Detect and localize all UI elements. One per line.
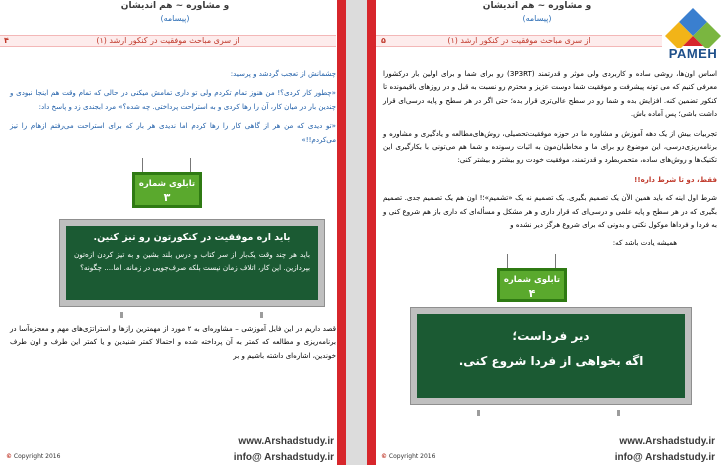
paragraph: «تو دیدی که من هر از گاهی کار را رها کردم اما ندیدی هر بار که برای استراحت می‌رفتم ازهام را تیز می‌کردم!!» xyxy=(10,121,336,144)
body-text xyxy=(383,67,717,250)
copyright: © Copyright 2016 xyxy=(6,453,61,460)
paragraph: تجربیات بیش از یک دهه آموزش و مشاوره ما در حوزه موفقیت‌تحصیلی، روش‌های‌مطالعه و یادگیری و مشاوره و برنامه‌ریزی‌درسی، این موضوع رو برای ما و مخاطبان‌مون به اثبات رسونده و شما هم می‌تونی با بکارگیری این تکنیک‌ها و روش‌های ساده، متحمر‌بطرد و قدرتمند، موفقیت خودت رو بیشتر و بیشتر کنی: xyxy=(383,128,717,165)
page-edge-bar xyxy=(337,0,346,465)
logo-text: PAMEH xyxy=(668,46,718,61)
sign-number: ۴ xyxy=(528,287,536,300)
pameh-logo xyxy=(663,6,723,61)
page-number: ۵ xyxy=(381,36,386,45)
board-title: باید اره موفقیت در کنکورتون رو تیز کنین. xyxy=(93,232,291,243)
page-5 xyxy=(367,0,723,465)
chalkboard-3 xyxy=(60,220,324,306)
paragraph: اساس اون‌ها، روشی ساده و کاربردی ولی موثر و قدرتمند (3P3RT) رو برای شما و برای اولین بار درکشورا معرفی کنیم که می تونه پیشرفت و موفقیت شما دوست عزیز و محترم رو نسبت به قبل و در روزهای باقیمونده تا کنکور تضمین کنه. افزایش بده و شما رو در سطح عالی‌تری قرار بده؛ حتی اگر در هر سطح و پایه درسی‌ای قرار داشت باشی؛ پس آماده باش. xyxy=(383,69,718,119)
header-band: از سری مباحث موفقیت در کنکور ارشد (۱) xyxy=(0,35,336,47)
sign-label: تابلوی شماره xyxy=(503,275,561,285)
footer-email[interactable]: info@ Arshadstudy.ir xyxy=(233,452,334,463)
paragraph: شرط اول اینه که باید همین الآن یک تصمیم بگیری. یک تصمیم نه یک «تشمیم»؛! اون هم یک تصمیم جدی. تصمیم بگیری که در هر سطح و پایه علمی و درسی‌ای که قرار داری و هر مشکل و مسأله‌ای که داری باز هم شروع کنی و به فردا و فرداها موکول نکنی و بدونی که برای شروع هرگز دیر نشده و xyxy=(383,193,717,230)
copyright-icon: © xyxy=(6,453,12,460)
header-band: از سری مباحث موفقیت در کنکور ارشد (۱) xyxy=(376,35,662,47)
page-number: ۴ xyxy=(4,36,9,45)
sign-number: ۳ xyxy=(163,191,171,204)
footer-url[interactable]: www.Arshadstudy.ir xyxy=(619,436,715,447)
copyright-icon: © xyxy=(381,453,387,460)
header-subtitle: (پیسامه) xyxy=(160,14,190,23)
footer-email[interactable]: info@ Arshadstudy.ir xyxy=(614,452,715,463)
header-subtitle: (پیسامه) xyxy=(522,14,552,23)
sign-4 xyxy=(497,268,567,302)
page-edge-bar xyxy=(367,0,376,465)
paragraph: چشمانش از تعجب گردشد و پرسید: xyxy=(230,69,336,78)
header-title: و مشاوره‌ ~ هم اندیشان xyxy=(120,1,230,11)
closing-paragraph: قصد داریم در این فایل آموزشی – مشاوره‌ای به ۲ مورد از مهمترین رازها و استراتژی‌های مهم و معجزه‌آسا در برنامه‌ریزی و مطالعه که کمتر به آن پرداخته شده و احتمالا کمتر شنیدین و یا کمتر این طرف و اون طرف خوندین، اشاره‌ای داشته باشیم و بر xyxy=(10,324,337,360)
sign-plate xyxy=(132,172,202,208)
chalkboard-4 xyxy=(411,308,691,404)
board-text: اگه بخواهی از فردا شروع کنی. xyxy=(458,354,644,368)
board-text: باید هر چند وقت یک‌بار از سر کتاب و درس بلند بشین و به تیز کردن ازه‌تون بپردازین. این کار، اتلاف زمان نیست بلکه صرف‌جویی در زمانه. اما.... چگونه؟ xyxy=(74,250,310,272)
header-title: و مشاوره‌ ~ هم اندیشان xyxy=(482,1,592,11)
footer-url[interactable]: www.Arshadstudy.ir xyxy=(238,436,334,447)
copyright: © Copyright 2016 xyxy=(381,453,436,460)
sign-label: تابلوی شماره xyxy=(138,179,196,189)
logo-mark-icon xyxy=(663,6,723,48)
body-text xyxy=(10,67,336,146)
page-4 xyxy=(0,0,346,465)
board-title: دیر فرداست؛ xyxy=(512,329,590,343)
paragraph: همیشه یادت باشد که: xyxy=(612,238,677,248)
paragraph: «چطور کار کردی؟! من هنوز تمام تکردم ولی تو داری تمامش میکنی در حالی که تمام وقت هم اینجا نبودی و چندین بار در میان کار، آن را رها کردی و به استراحت پرداختی. چه شده؟» مرد ابجندی زد و پاسخ داد: xyxy=(10,88,336,111)
paragraph: فقط، دو تا شرط داره!! xyxy=(634,174,717,184)
sign-3 xyxy=(132,172,202,208)
sign-plate xyxy=(497,268,567,302)
page-gutter xyxy=(346,0,367,465)
